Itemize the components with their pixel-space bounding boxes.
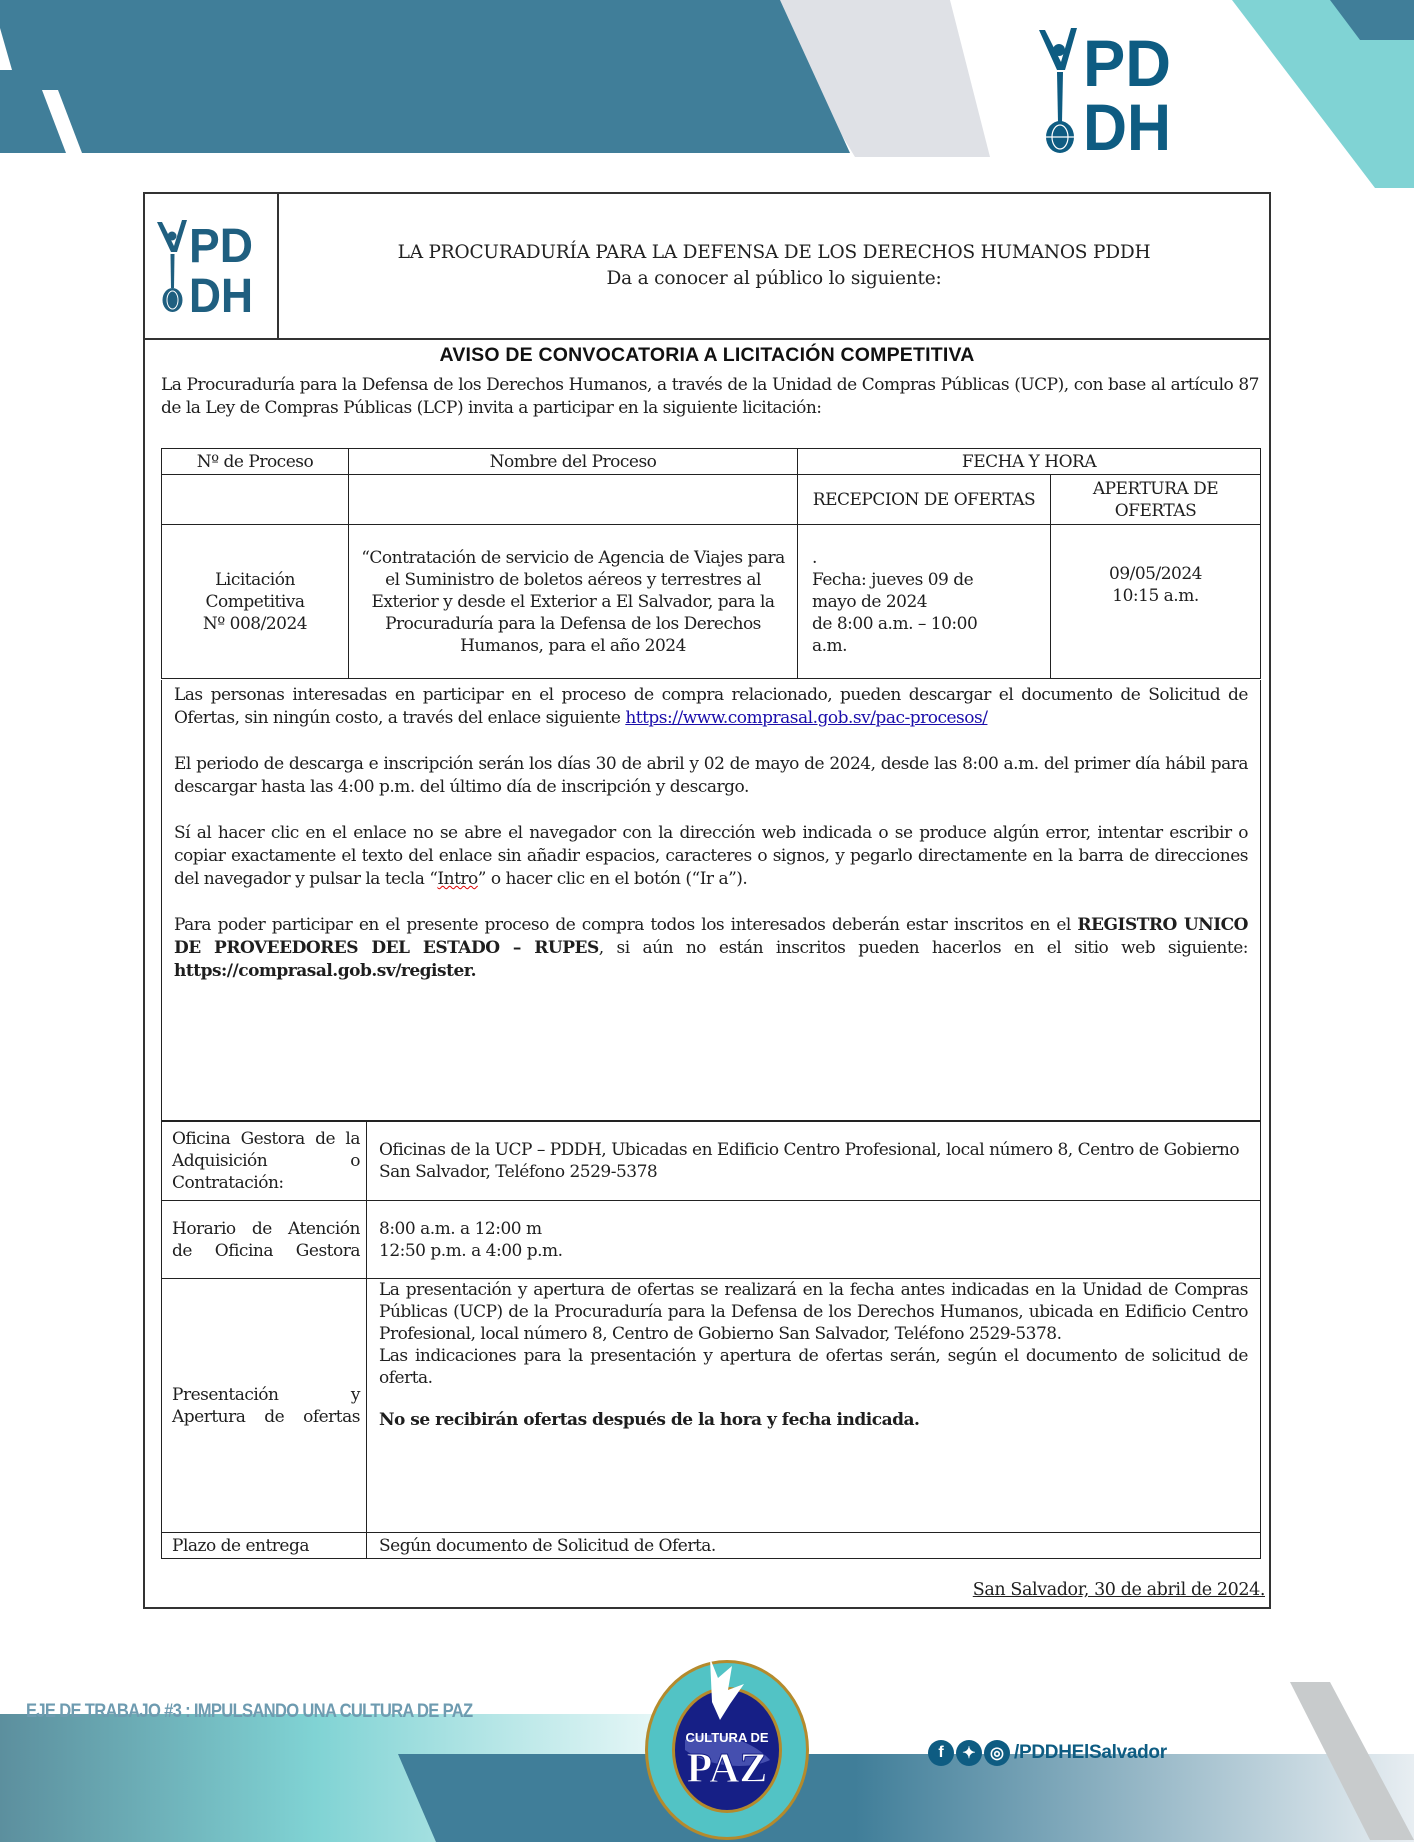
header-process-no: Nº de Proceso bbox=[162, 449, 349, 475]
process-name-cell: “Contratación de servicio de Agencia de Viajes para el Suministro de boletos aéreos y terrestres al Exterior y desde el Exterior a El Salvador, para la Procuraduría para la Defensa de los Derechos Humanos, para el año 2024 bbox=[349, 525, 798, 679]
presentation-instructions: Las indicaciones para la presentación y apertura de ofertas serán, según el documento de solicitud de oferta. bbox=[379, 1346, 1248, 1388]
rupes-paragraph bbox=[174, 914, 1248, 983]
badge-main-text: PAZ bbox=[686, 1746, 768, 1792]
intro-key-text: Intro bbox=[437, 869, 478, 889]
logo-text-dh: DH bbox=[189, 270, 253, 316]
process-number-cell bbox=[162, 525, 349, 679]
header-subtitle: Da a conocer al público lo siguiente: bbox=[606, 268, 942, 289]
reception-dot: . bbox=[812, 547, 817, 568]
rupes-text-start: Para poder participar en el presente proceso de compra todos los interesados deberán estar inscritos en el bbox=[174, 915, 1078, 935]
logo-text-pd: PD bbox=[1083, 26, 1171, 100]
detail-label: Oficina Gestora de la Adquisición o Contratación: bbox=[162, 1121, 367, 1201]
notice-intro: La Procuraduría para la Defensa de los Derechos Humanos, a través de la Unidad de Compras Públicas (UCP), con base al artículo 87 de la Ley de Compras Públicas (LCP) invita a participar en la siguiente licitación: bbox=[161, 375, 1259, 418]
hours-afternoon: 12:50 p.m. a 4:00 p.m. bbox=[379, 1240, 563, 1261]
header-opening: APERTURA DE OFERTAS bbox=[1051, 475, 1261, 525]
process-type-line-2: Competitiva bbox=[205, 591, 305, 612]
help-paragraph bbox=[174, 822, 1248, 891]
reception-line-1: Fecha: jueves 09 de bbox=[812, 569, 974, 590]
logo-cell bbox=[145, 194, 279, 338]
document-header bbox=[145, 194, 1269, 340]
badge-top-text: CULTURA DE bbox=[685, 1730, 769, 1745]
pddh-logo-header bbox=[1035, 22, 1195, 157]
header-reception: RECEPCION DE OFERTAS bbox=[798, 475, 1051, 525]
detail-value: Según documento de Solicitud de Oferta. bbox=[367, 1533, 1261, 1559]
presentation-text: La presentación y apertura de ofertas se realizará en la fecha antes indicadas en la Unidad de Compras Públicas (UCP) de la Procuraduría para la Defensa de los Derechos Humanos, ubicada en Edificio Centro Profesional, local número 8, Centro de Gobierno San Salvador, Teléfono 2529-5378. bbox=[379, 1280, 1248, 1344]
logo-text-dh: DH bbox=[1083, 90, 1171, 157]
notice-document bbox=[143, 192, 1271, 1609]
pddh-logo bbox=[155, 216, 267, 316]
logo-text-pd: PD bbox=[189, 220, 253, 273]
comprasal-link[interactable]: https://www.comprasal.gob.sv/pac-procesos/ bbox=[625, 708, 988, 728]
rupes-name: REGISTRO UNICO DE PROVEEDORES DEL ESTADO – RUPES bbox=[174, 915, 1248, 958]
process-type-line-1: Licitación bbox=[215, 569, 295, 590]
table-row bbox=[162, 525, 1261, 679]
header-process-name: Nombre del Proceso bbox=[349, 449, 798, 475]
detail-label: Horario de Atención de Oficina Gestora bbox=[162, 1201, 367, 1279]
footer-slogan: EJE DE TRABAJO #3 : IMPULSANDO UNA CULTURA DE PAZ bbox=[26, 1700, 473, 1722]
detail-row bbox=[162, 1121, 1261, 1201]
opening-time: 10:15 a.m. bbox=[1112, 586, 1199, 606]
opening-cell bbox=[1051, 525, 1261, 679]
instagram-icon[interactable]: ◎ bbox=[984, 1740, 1010, 1766]
detail-value: Oficinas de la UCP – PDDH, Ubicadas en Edificio Centro Profesional, local número 8, Centro de Gobierno San Salvador, Teléfono 2529-5378 bbox=[367, 1121, 1261, 1201]
help-text-end: ” o hacer clic en el botón (“Ir a”). bbox=[477, 869, 748, 889]
banner-blue-band bbox=[0, 0, 850, 153]
reception-line-4: a.m. bbox=[812, 635, 848, 656]
date-signature: San Salvador, 30 de abril de 2024. bbox=[972, 1580, 1265, 1600]
facebook-icon[interactable]: f bbox=[928, 1740, 954, 1766]
detail-label: Presentación y Apertura de ofertas bbox=[162, 1279, 367, 1533]
footer-blue-band bbox=[398, 1754, 1414, 1842]
header-date-time: FECHA Y HORA bbox=[798, 449, 1261, 475]
social-links bbox=[928, 1740, 1167, 1766]
header-banner bbox=[0, 0, 1414, 200]
table-header-row bbox=[162, 449, 1261, 475]
header-text bbox=[279, 240, 1269, 292]
notice-title: AVISO DE CONVOCATORIA A LICITACIÓN COMPETITIVA bbox=[439, 344, 975, 366]
institution-name: LA PROCURADURÍA PARA LA DEFENSA DE LOS DERECHOS HUMANOS PDDH bbox=[397, 242, 1151, 263]
hours-morning: 8:00 a.m. a 12:00 m bbox=[379, 1218, 542, 1239]
detail-label: Plazo de entrega bbox=[162, 1533, 367, 1559]
rupes-text-mid: , si aún no están inscritos pueden hacerlos en el sitio web siguiente: bbox=[598, 938, 1248, 958]
help-text-start: Sí al hacer clic en el enlace no se abre el navegador con la dirección web indicada o se produce algún error, intentar escribir o copiar exactamente el texto del enlace sin añadir espacios, caracteres o signos, y pegarlo directamente en la barra de direcciones del navegador y pulsar la tecla “ bbox=[174, 823, 1248, 889]
detail-value bbox=[367, 1279, 1261, 1533]
cultura-de-paz-badge bbox=[640, 1650, 815, 1842]
empty-cell bbox=[162, 475, 349, 525]
detail-row bbox=[162, 1201, 1261, 1279]
twitter-icon[interactable]: ✦ bbox=[956, 1740, 982, 1766]
download-paragraph bbox=[174, 684, 1248, 730]
download-text: Las personas interesadas en participar en el proceso de compra relacionado, pueden descargar el documento de Solicitud de Ofertas, sin ningún costo, a través del enlace siguiente bbox=[174, 685, 1248, 728]
reception-cell bbox=[798, 525, 1051, 679]
detail-row bbox=[162, 1533, 1261, 1559]
social-handle[interactable]: /PDDHElSalvador bbox=[1014, 1742, 1167, 1763]
details-table bbox=[161, 1120, 1261, 1559]
empty-cell bbox=[349, 475, 798, 525]
reception-line-3: de 8:00 a.m. – 10:00 bbox=[812, 613, 978, 634]
opening-date: 09/05/2024 bbox=[1109, 564, 1202, 584]
process-table bbox=[161, 448, 1261, 679]
reception-line-2: mayo de 2024 bbox=[812, 591, 928, 612]
table-subheader-row bbox=[162, 475, 1261, 525]
process-number: Nº 008/2024 bbox=[202, 613, 308, 634]
detail-row bbox=[162, 1279, 1261, 1533]
detail-value bbox=[367, 1201, 1261, 1279]
deadline-warning: No se recibirán ofertas después de la hora y fecha indicada. bbox=[379, 1410, 920, 1430]
period-paragraph: El periodo de descarga e inscripción serán los días 30 de abril y 02 de mayo de 2024, desde las 8:00 a.m. del primer día hábil para descargar hasta las 4:00 p.m. del último día de inscripción y descargo. bbox=[174, 754, 1248, 797]
register-url[interactable]: https://comprasal.gob.sv/register. bbox=[174, 961, 477, 981]
info-section bbox=[161, 680, 1261, 1122]
